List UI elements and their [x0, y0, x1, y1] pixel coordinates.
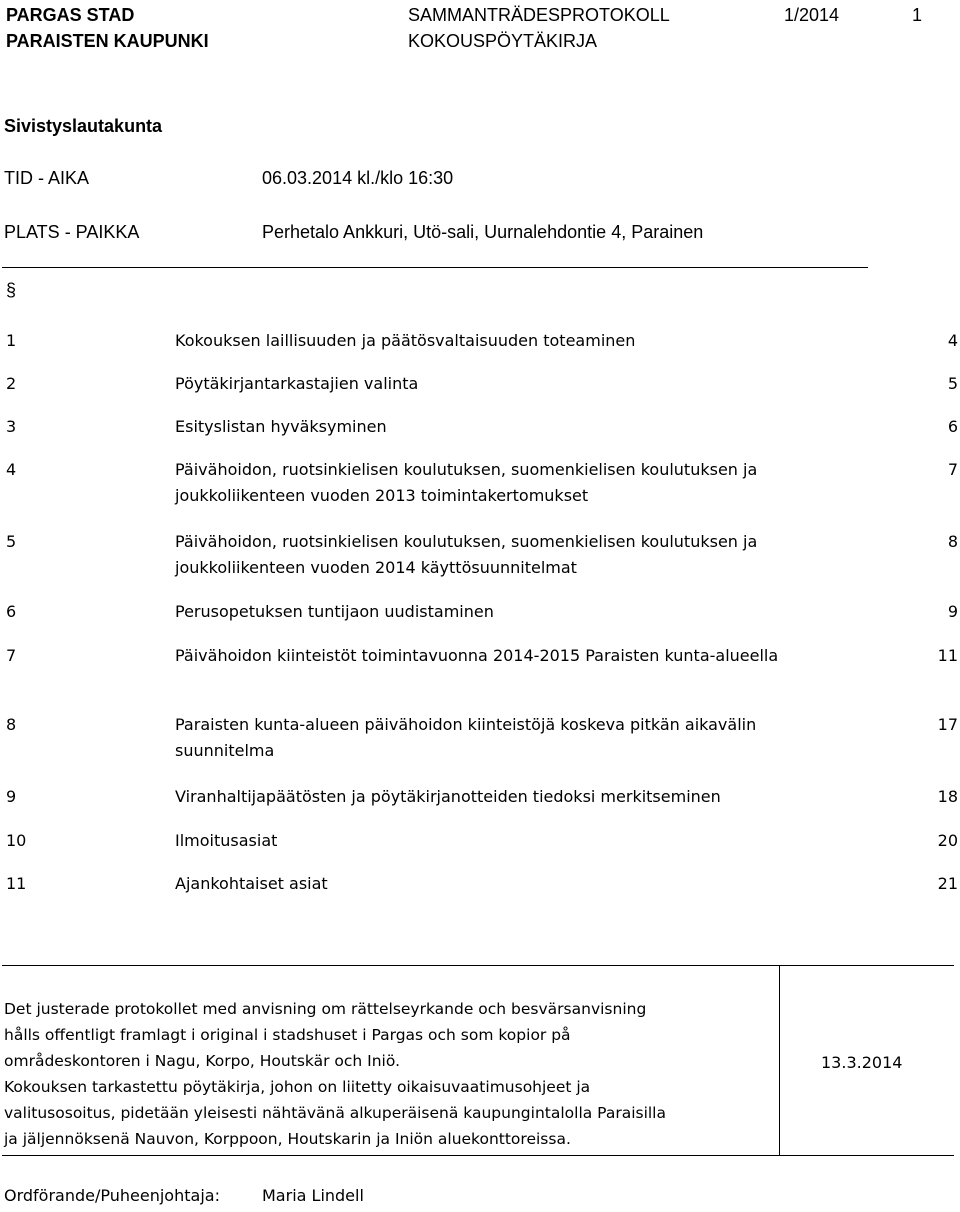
agenda-item-page: 5: [947, 374, 958, 393]
time-value: 06.03.2014 kl./klo 16:30: [262, 168, 454, 188]
section-symbol: §: [6, 280, 17, 300]
footer-bottom-rule: [2, 1155, 954, 1156]
committee-name: Sivistyslautakunta: [4, 116, 163, 136]
agenda-item-title: Pöytäkirjantarkastajien valinta: [175, 374, 419, 393]
agenda-item-title: Perusopetuksen tuntijaon uudistaminen: [175, 602, 494, 621]
place-value: Perhetalo Ankkuri, Utö-sali, Uurnalehdontie 4, Parainen: [262, 222, 704, 242]
notice-line: Kokouksen tarkastettu pöytäkirja, johon on liitetty oikaisuvaatimusohjeet ja: [4, 1078, 591, 1096]
agenda-item-number: 2: [6, 374, 17, 393]
agenda-item-page: 9: [947, 602, 958, 621]
agenda-item-page: 4: [947, 331, 958, 350]
notice-line: ja jäljennöksenä Nauvon, Korppoon, Houtskarin ja Iniön aluekonttoreissa.: [4, 1130, 571, 1148]
agenda-item-number: 1: [6, 331, 17, 350]
org-name-sv: PARGAS STAD: [6, 5, 135, 25]
org-name-fi: PARAISTEN KAUPUNKI: [6, 31, 209, 51]
agenda-item-page: 11: [937, 646, 958, 665]
agenda-item-number: 3: [6, 417, 17, 436]
agenda-item-title: Ajankohtaiset asiat: [175, 874, 328, 893]
agenda-item-page: 21: [937, 874, 958, 893]
agenda-item-page: 17: [937, 715, 958, 734]
agenda-item-title: Kokouksen laillisuuden ja päätösvaltaisuuden toteaminen: [175, 331, 636, 350]
doc-number: 1/2014: [784, 5, 840, 25]
agenda-item-title: Esityslistan hyväksyminen: [175, 417, 387, 436]
chair-label: Ordförande/Puheenjohtaja:: [4, 1186, 220, 1205]
place-label: PLATS - PAIKKA: [4, 222, 140, 242]
notice-line: Det justerade protokollet med anvisning om rättelseyrkande och besvärsanvisning: [4, 1000, 647, 1018]
agenda-item-page: 20: [937, 831, 958, 850]
agenda-item-number: 6: [6, 602, 17, 621]
agenda-item-title: Päivähoidon, ruotsinkielisen koulutuksen, suomenkielisen koulutuksen ja joukkoliikenteen vuoden 2014 käyttösuunnitelmat: [175, 532, 758, 577]
agenda-item-page: 18: [937, 787, 958, 806]
doc-type-sv: SAMMANTRÄDESPROTOKOLL: [408, 5, 670, 25]
notice-line: valitusosoitus, pidetään yleisesti nähtävänä alkuperäisenä kaupungintalolla Paraisilla: [4, 1104, 666, 1122]
page-number: 1: [912, 5, 923, 25]
agenda-item-title: Päivähoidon kiinteistöt toimintavuonna 2014-2015 Paraisten kunta-alueella: [175, 646, 779, 665]
footer-column-divider: [779, 965, 780, 1155]
agenda-item-title: Ilmoitusasiat: [175, 831, 278, 850]
doc-type-fi: KOKOUSPÖYTÄKIRJA: [408, 31, 598, 51]
agenda-item-number: 4: [6, 460, 17, 479]
publication-notice: [4, 996, 764, 1152]
agenda-item-number: 5: [6, 532, 17, 551]
agenda-item-title: Paraisten kunta-alueen päivähoidon kiinteistöjä koskeva pitkän aikavälin suunnitelma: [175, 715, 757, 760]
notice-line: områdeskontoren i Nagu, Korpo, Houtskär och Iniö.: [4, 1052, 400, 1070]
agenda-item-number: 11: [6, 874, 27, 893]
agenda-item-page: 8: [947, 532, 958, 551]
time-label: TID - AIKA: [4, 168, 90, 188]
header-divider: [2, 267, 868, 268]
notice-date: 13.3.2014: [821, 1053, 903, 1072]
agenda-item-number: 8: [6, 715, 17, 734]
agenda-item-number: 7: [6, 646, 17, 665]
chair-name: Maria Lindell: [262, 1186, 364, 1205]
agenda-item-title: Viranhaltijapäätösten ja pöytäkirjanotteiden tiedoksi merkitseminen: [175, 787, 721, 806]
agenda-item-title: Päivähoidon, ruotsinkielisen koulutuksen, suomenkielisen koulutuksen ja joukkoliikenteen vuoden 2013 toimintakertomukset: [175, 460, 758, 505]
agenda-item-number: 9: [6, 787, 17, 806]
agenda-item-page: 7: [947, 460, 958, 479]
agenda-item-page: 6: [947, 417, 958, 436]
notice-line: hålls offentligt framlagt i original i stadshuset i Pargas och som kopior på: [4, 1026, 571, 1044]
agenda-item-number: 10: [6, 831, 27, 850]
footer-top-rule: [2, 965, 954, 966]
